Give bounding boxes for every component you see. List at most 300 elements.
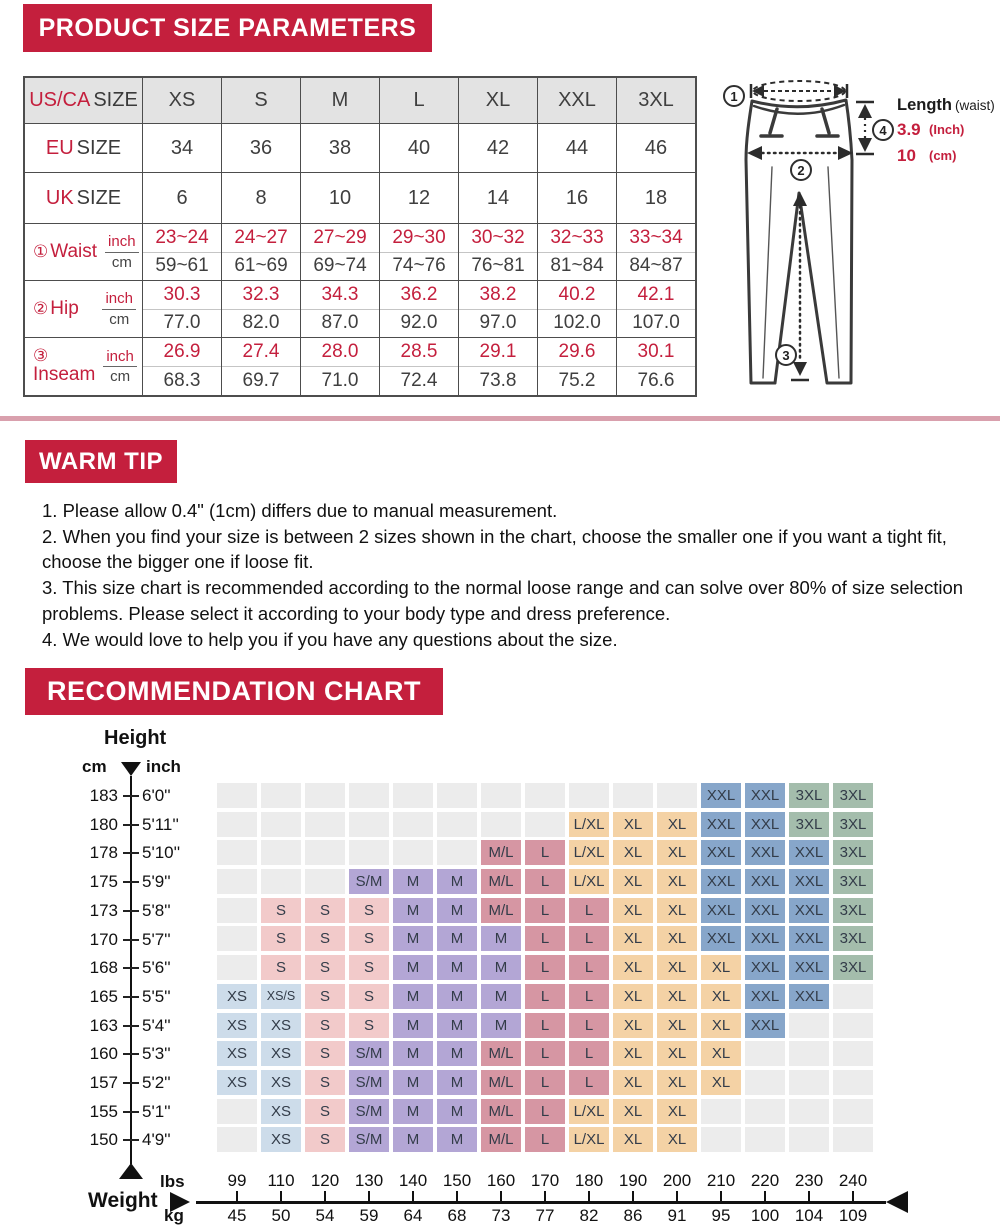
rec-grid-cell-S: S bbox=[261, 898, 301, 923]
rec-grid-cell-XL: XL bbox=[657, 955, 697, 980]
rec-grid-cell-S-M: S/M bbox=[349, 869, 389, 894]
eu-size-label: EU SIZE bbox=[45, 136, 122, 159]
cm-value: 76.6 bbox=[637, 370, 675, 391]
rec-grid-cell-XS: XS bbox=[261, 1099, 301, 1124]
rec-grid-cell-3XL: 3XL bbox=[833, 955, 873, 980]
cm-value: 69.7 bbox=[242, 370, 280, 391]
size-column-header: XXL bbox=[537, 78, 616, 123]
height-inch-tick-label: 5'11'' bbox=[142, 814, 179, 834]
inch-value: 29.6 bbox=[538, 338, 616, 367]
rec-grid-cell-XL: XL bbox=[657, 869, 697, 894]
weight-lbs-tick-label: 150 bbox=[442, 1171, 472, 1190]
rec-grid-cell-empty bbox=[745, 1099, 785, 1124]
weight-tick-mark bbox=[280, 1191, 282, 1201]
rec-grid-cell-empty bbox=[217, 898, 257, 923]
height-tick-mark bbox=[123, 1025, 139, 1027]
height-cm-tick-label: 150 bbox=[89, 1130, 118, 1150]
height-cm-tick-label: 155 bbox=[89, 1101, 118, 1121]
rec-grid-cell-L: L bbox=[525, 1041, 565, 1066]
weight-lbs-tick-label: 180 bbox=[574, 1171, 604, 1190]
size-column-header: XS bbox=[142, 78, 221, 123]
cm-value: 87.0 bbox=[321, 312, 359, 334]
height-inch-tick-label: 5'2'' bbox=[142, 1073, 171, 1092]
rec-grid-cell-empty bbox=[833, 1099, 873, 1124]
height-tick-mark bbox=[123, 1139, 139, 1141]
rec-grid-cell-empty bbox=[217, 926, 257, 951]
rec-grid-cell-XXL: XXL bbox=[789, 984, 829, 1009]
rec-grid-cell-XS: XS bbox=[217, 984, 257, 1009]
height-cm-tick-label: 183 bbox=[89, 786, 118, 805]
rec-grid-cell-S: S bbox=[305, 984, 345, 1009]
rec-grid-cell-S: S bbox=[305, 955, 345, 980]
rec-grid-cell-XXL: XXL bbox=[701, 898, 741, 923]
rec-grid-cell-S-M: S/M bbox=[349, 1127, 389, 1152]
cm-value: 74~76 bbox=[392, 255, 446, 277]
rec-grid-cell-L: L bbox=[525, 984, 565, 1009]
rec-grid-cell-XL: XL bbox=[613, 1099, 653, 1124]
rec-grid-cell-XL: XL bbox=[613, 1127, 653, 1152]
rec-grid-cell-L: L bbox=[569, 955, 609, 980]
warm-tip-item: 1. Please allow 0.4" (1cm) differs due to manual measurement. bbox=[42, 500, 558, 521]
rec-grid-cell-XL: XL bbox=[657, 1127, 697, 1152]
weight-lbs-tick-label: 130 bbox=[354, 1171, 384, 1190]
rec-grid-cell-S-M: S/M bbox=[349, 1041, 389, 1066]
rec-grid-cell-empty bbox=[217, 1099, 257, 1124]
size-column-header: 3XL bbox=[616, 78, 695, 123]
marker-3: 3 bbox=[782, 348, 790, 363]
rec-grid-cell-L: L bbox=[569, 1041, 609, 1066]
rec-grid-cell-M: M bbox=[393, 1127, 433, 1152]
weight-lbs-tick-label: 240 bbox=[838, 1171, 868, 1190]
rec-grid-cell-S: S bbox=[349, 898, 389, 923]
rec-grid-cell-XXL: XXL bbox=[701, 840, 741, 865]
uk-size-value: 6 bbox=[142, 173, 221, 223]
weight-lbs-tick-label: 200 bbox=[662, 1171, 692, 1190]
rec-grid-cell-empty bbox=[481, 812, 521, 837]
rec-grid-cell-S: S bbox=[349, 955, 389, 980]
rec-grid-cell-S-M: S/M bbox=[349, 1070, 389, 1095]
weight-tick-mark bbox=[500, 1191, 502, 1201]
rec-grid-cell-empty bbox=[305, 840, 345, 865]
weight-tick-mark bbox=[412, 1191, 414, 1201]
weight-kg-tick-label: 100 bbox=[750, 1206, 780, 1225]
rec-grid-cell-empty bbox=[789, 1013, 829, 1038]
weight-lbs-tick-label: 220 bbox=[750, 1171, 780, 1190]
right-leg-crease bbox=[828, 167, 839, 378]
weight-lbs-tick-label: 99 bbox=[227, 1171, 247, 1190]
uk-size-label: UK SIZE bbox=[45, 186, 122, 209]
rec-grid-cell-empty bbox=[437, 812, 477, 837]
rec-grid-cell-3XL: 3XL bbox=[833, 812, 873, 837]
rec-grid-cell-L: L bbox=[525, 1127, 565, 1152]
rec-grid-cell-XXL: XXL bbox=[745, 869, 785, 894]
inch-value: 28.5 bbox=[380, 338, 458, 367]
rec-grid-cell-M-L: M/L bbox=[481, 869, 521, 894]
rec-grid-cell-XXL: XXL bbox=[701, 926, 741, 951]
section-title-recommendation-chart: RECOMMENDATION CHART bbox=[25, 668, 443, 715]
rec-grid-cell-M: M bbox=[481, 955, 521, 980]
weight-lbs-tick-label: 160 bbox=[486, 1171, 516, 1190]
left-leg-crease bbox=[763, 167, 772, 378]
cm-value: 71.0 bbox=[321, 370, 359, 391]
rec-grid-cell-M: M bbox=[393, 1099, 433, 1124]
height-tick-mark bbox=[123, 939, 139, 941]
size-table-corner: US/CA SIZE bbox=[25, 78, 142, 123]
rec-grid-cell-XS: XS bbox=[261, 1127, 301, 1152]
rec-grid-cell-M: M bbox=[393, 1013, 433, 1038]
rec-grid-cell-3XL: 3XL bbox=[833, 926, 873, 951]
inch-value: 33~34 bbox=[617, 224, 695, 253]
rec-grid-cell-empty bbox=[701, 1099, 741, 1124]
height-tick-mark bbox=[123, 1111, 139, 1113]
rec-grid-cell-empty bbox=[217, 783, 257, 808]
rec-grid-cell-S: S bbox=[349, 1013, 389, 1038]
recommendation-grid bbox=[217, 783, 873, 1152]
rec-grid-cell-S: S bbox=[349, 926, 389, 951]
cm-value: 68.3 bbox=[163, 370, 201, 391]
rec-grid-cell-XS-S: XS/S bbox=[261, 984, 301, 1009]
height-tick-mark bbox=[123, 1053, 139, 1055]
length-paren: (waist) bbox=[955, 98, 995, 113]
rec-grid-cell-empty bbox=[305, 812, 345, 837]
weight-tick-mark bbox=[808, 1191, 810, 1201]
eu-size-value: 38 bbox=[300, 124, 379, 172]
weight-axis-title: Weight bbox=[88, 1189, 158, 1212]
rec-grid-cell-M: M bbox=[393, 955, 433, 980]
rec-grid-cell-L: L bbox=[569, 898, 609, 923]
height-cm-tick-label: 180 bbox=[89, 814, 118, 834]
rec-grid-cell-M: M bbox=[437, 984, 477, 1009]
rec-grid-cell-empty bbox=[833, 1013, 873, 1038]
rec-grid-cell-XL: XL bbox=[657, 926, 697, 951]
inch-value: 23~24 bbox=[143, 224, 221, 253]
rec-grid-cell-XL: XL bbox=[613, 869, 653, 894]
marker-4: 4 bbox=[879, 123, 887, 138]
rec-grid-cell-M: M bbox=[437, 1070, 477, 1095]
rec-grid-cell-empty bbox=[789, 1041, 829, 1066]
rec-grid-cell-M: M bbox=[437, 1013, 477, 1038]
rec-grid-cell-empty bbox=[701, 1127, 741, 1152]
rec-grid-cell-L-XL: L/XL bbox=[569, 1099, 609, 1124]
weight-kg-tick-label: 82 bbox=[579, 1206, 599, 1225]
rec-grid-cell-L-XL: L/XL bbox=[569, 812, 609, 837]
height-inch-tick-label: 5'8'' bbox=[142, 900, 171, 920]
inch-value: 38.2 bbox=[459, 281, 537, 310]
measure-row-label: ③ Inseam $\frac{\text{inch}}{cm}$ bbox=[25, 338, 142, 395]
height-inch-tick-label: 6'0'' bbox=[142, 786, 171, 805]
rec-grid-cell-XS: XS bbox=[261, 1070, 301, 1095]
weight-kg-tick-label: 45 bbox=[227, 1206, 247, 1225]
rec-grid-cell-L: L bbox=[525, 1099, 565, 1124]
inch-value: 32.3 bbox=[222, 281, 300, 310]
weight-kg-tick-label: 73 bbox=[491, 1206, 511, 1225]
height-cm-tick-label: 157 bbox=[89, 1073, 118, 1092]
rec-grid-cell-XL: XL bbox=[613, 984, 653, 1009]
height-cm-unit-label: cm bbox=[82, 757, 107, 776]
rec-grid-cell-3XL: 3XL bbox=[789, 812, 829, 837]
weight-lbs-tick-label: 190 bbox=[618, 1171, 648, 1190]
cm-value: 73.8 bbox=[479, 370, 517, 391]
weight-lbs-tick-label: 210 bbox=[706, 1171, 736, 1190]
height-inch-tick-label: 5'6'' bbox=[142, 958, 171, 978]
warm-tip-item: 2. When you find your size is between 2 sizes shown in the chart, choose the smaller one if you want a tight fit, choose the bigger one if loose fit. bbox=[42, 525, 947, 573]
eu-size-value: 34 bbox=[142, 124, 221, 172]
uk-size-value: 14 bbox=[458, 173, 537, 223]
inch-value: 30.1 bbox=[617, 338, 695, 367]
rec-grid-cell-M: M bbox=[437, 955, 477, 980]
rec-grid-cell-L: L bbox=[569, 984, 609, 1009]
cm-value: 97.0 bbox=[479, 312, 517, 334]
weight-tick-mark bbox=[852, 1191, 854, 1201]
cm-value: 84~87 bbox=[629, 255, 683, 277]
rec-grid-cell-XS: XS bbox=[261, 1041, 301, 1066]
height-tick-mark bbox=[123, 852, 139, 854]
rec-grid-cell-M-L: M/L bbox=[481, 1070, 521, 1095]
height-tick-mark bbox=[123, 910, 139, 912]
height-inch-unit-label: inch bbox=[146, 757, 181, 776]
rec-grid-cell-empty bbox=[481, 783, 521, 808]
weight-tick-mark bbox=[632, 1191, 634, 1201]
uk-size-value: 12 bbox=[379, 173, 458, 223]
rec-grid-cell-XXL: XXL bbox=[745, 955, 785, 980]
rec-grid-cell-empty bbox=[393, 783, 433, 808]
cm-value: 69~74 bbox=[313, 255, 367, 277]
weight-lbs-tick-label: 140 bbox=[398, 1171, 428, 1190]
height-inch-tick-label: 5'5'' bbox=[142, 986, 171, 1006]
eu-size-value: 42 bbox=[458, 124, 537, 172]
rec-grid-cell-L-XL: L/XL bbox=[569, 869, 609, 894]
rec-grid-cell-M: M bbox=[393, 898, 433, 923]
rec-grid-cell-empty bbox=[393, 840, 433, 865]
height-axis-line bbox=[130, 776, 132, 1164]
rec-grid-cell-XXL: XXL bbox=[745, 1013, 785, 1038]
rec-grid-cell-M: M bbox=[393, 1070, 433, 1095]
rec-grid-cell-empty bbox=[349, 812, 389, 837]
rec-grid-cell-XL: XL bbox=[701, 1013, 741, 1038]
rec-grid-cell-empty bbox=[261, 840, 301, 865]
cm-value: 61~69 bbox=[234, 255, 288, 277]
length-cm-value: 10 bbox=[897, 146, 916, 165]
uk-size-value: 18 bbox=[616, 173, 695, 223]
rec-grid-cell-empty bbox=[261, 812, 301, 837]
rec-grid-cell-empty bbox=[745, 1041, 785, 1066]
section-title-product-size-parameters: PRODUCT SIZE PARAMETERS bbox=[23, 4, 432, 52]
weight-kg-tick-label: 54 bbox=[315, 1206, 335, 1225]
rec-grid-cell-L: L bbox=[525, 955, 565, 980]
weight-kg-tick-label: 68 bbox=[447, 1206, 467, 1225]
rec-grid-cell-XXL: XXL bbox=[745, 840, 785, 865]
rec-grid-cell-XL: XL bbox=[613, 1013, 653, 1038]
height-cm-tick-label: 160 bbox=[89, 1044, 118, 1064]
rec-grid-cell-3XL: 3XL bbox=[789, 783, 829, 808]
rec-grid-cell-M: M bbox=[437, 1127, 477, 1152]
rec-grid-cell-empty bbox=[525, 812, 565, 837]
inch-value: 34.3 bbox=[301, 281, 379, 310]
height-tick-mark bbox=[123, 967, 139, 969]
rec-grid-cell-empty bbox=[789, 1070, 829, 1095]
inch-value: 29~30 bbox=[380, 224, 458, 253]
uk-size-value: 16 bbox=[537, 173, 616, 223]
rec-grid-cell-3XL: 3XL bbox=[833, 840, 873, 865]
arrowheads bbox=[747, 85, 872, 376]
rec-grid-cell-XXL: XXL bbox=[789, 869, 829, 894]
weight-axis-line bbox=[196, 1201, 886, 1204]
rec-grid-cell-XXL: XXL bbox=[789, 840, 829, 865]
inch-value: 27~29 bbox=[301, 224, 379, 253]
rec-grid-cell-XL: XL bbox=[657, 812, 697, 837]
rec-grid-cell-L: L bbox=[525, 926, 565, 951]
weight-tick-mark bbox=[676, 1191, 678, 1201]
cm-value: 92.0 bbox=[400, 312, 438, 334]
rec-grid-cell-M-L: M/L bbox=[481, 840, 521, 865]
eu-size-value: 40 bbox=[379, 124, 458, 172]
rec-grid-cell-empty bbox=[525, 783, 565, 808]
rec-grid-cell-M: M bbox=[393, 1041, 433, 1066]
rec-grid-cell-empty bbox=[833, 1070, 873, 1095]
weight-kg-tick-label: 86 bbox=[623, 1206, 643, 1225]
inch-value: 32~33 bbox=[538, 224, 616, 253]
height-axis-down-arrow-icon bbox=[121, 762, 141, 776]
rec-grid-cell-XS: XS bbox=[217, 1070, 257, 1095]
height-inch-tick-label: 5'4'' bbox=[142, 1015, 171, 1035]
rec-grid-cell-XL: XL bbox=[657, 1013, 697, 1038]
weight-axis-left-arrow-icon bbox=[886, 1191, 908, 1213]
length-cm-unit: (cm) bbox=[929, 148, 957, 163]
rec-grid-cell-XXL: XXL bbox=[745, 898, 785, 923]
rec-grid-cell-XL: XL bbox=[613, 1070, 653, 1095]
rec-grid-cell-XXL: XXL bbox=[789, 955, 829, 980]
cm-value: 102.0 bbox=[553, 312, 601, 334]
weight-tick-mark bbox=[588, 1191, 590, 1201]
inch-value: 30~32 bbox=[459, 224, 537, 253]
rec-grid-cell-M-L: M/L bbox=[481, 1127, 521, 1152]
rec-grid-cell-M: M bbox=[481, 1013, 521, 1038]
inch-value: 30.3 bbox=[143, 281, 221, 310]
rec-grid-cell-S: S bbox=[305, 1041, 345, 1066]
height-tick-mark bbox=[123, 996, 139, 998]
rec-grid-cell-XL: XL bbox=[701, 1070, 741, 1095]
height-inch-tick-label: 5'7'' bbox=[142, 929, 171, 949]
rec-grid-cell-S: S bbox=[261, 955, 301, 980]
inch-value: 24~27 bbox=[222, 224, 300, 253]
weight-tick-mark bbox=[236, 1191, 238, 1201]
weight-kg-tick-label: 77 bbox=[535, 1206, 555, 1225]
height-tick-mark bbox=[123, 1082, 139, 1084]
section-title-warm-tip: WARM TIP bbox=[25, 440, 177, 483]
rec-grid-cell-M-L: M/L bbox=[481, 1041, 521, 1066]
height-inch-tick-label: 5'9'' bbox=[142, 872, 171, 892]
height-cm-tick-label: 170 bbox=[89, 929, 118, 949]
weight-tick-mark bbox=[456, 1191, 458, 1201]
rec-grid-cell-M: M bbox=[481, 926, 521, 951]
rec-grid-cell-empty bbox=[217, 812, 257, 837]
weight-tick-mark bbox=[720, 1191, 722, 1201]
rec-grid-cell-M: M bbox=[393, 926, 433, 951]
length-labels bbox=[897, 96, 995, 165]
rec-grid-cell-XL: XL bbox=[657, 1099, 697, 1124]
rec-grid-cell-XS: XS bbox=[261, 1013, 301, 1038]
rec-grid-cell-XL: XL bbox=[613, 898, 653, 923]
rec-grid-cell-XL: XL bbox=[657, 1041, 697, 1066]
size-column-header: M bbox=[300, 78, 379, 123]
rec-grid-cell-M: M bbox=[393, 984, 433, 1009]
uk-size-value: 10 bbox=[300, 173, 379, 223]
rec-grid-cell-3XL: 3XL bbox=[833, 783, 873, 808]
rec-grid-cell-XL: XL bbox=[701, 1041, 741, 1066]
rec-grid-cell-empty bbox=[217, 1127, 257, 1152]
inch-value: 28.0 bbox=[301, 338, 379, 367]
rec-grid-cell-L: L bbox=[569, 1013, 609, 1038]
marker-2: 2 bbox=[797, 163, 805, 178]
rec-grid-cell-empty bbox=[217, 955, 257, 980]
rec-grid-cell-empty bbox=[305, 783, 345, 808]
cm-value: 107.0 bbox=[632, 312, 680, 334]
weight-kg-tick-label: 109 bbox=[838, 1206, 868, 1225]
weight-lbs-tick-label: 230 bbox=[794, 1171, 824, 1190]
warm-tip-item: 4. We would love to help you if you have any questions about the size. bbox=[42, 628, 618, 650]
rec-grid-cell-L: L bbox=[525, 869, 565, 894]
eu-size-value: 46 bbox=[616, 124, 695, 172]
rec-grid-cell-S: S bbox=[305, 926, 345, 951]
warm-tip-item: 3. This size chart is recommended according to the normal loose range and can solve over 80% of size selection problems. Please select it according to your body type and dress preference. bbox=[42, 577, 964, 624]
eu-size-value: 44 bbox=[537, 124, 616, 172]
rec-grid-cell-L: L bbox=[569, 1070, 609, 1095]
rec-grid-cell-XXL: XXL bbox=[745, 984, 785, 1009]
weight-kg-tick-label: 104 bbox=[794, 1206, 824, 1225]
rec-grid-cell-empty bbox=[613, 783, 653, 808]
height-inch-tick-label: 5'1'' bbox=[142, 1101, 171, 1121]
rec-grid-cell-M: M bbox=[437, 1041, 477, 1066]
rec-grid-cell-L-XL: L/XL bbox=[569, 1127, 609, 1152]
rec-grid-cell-L: L bbox=[569, 926, 609, 951]
rec-grid-cell-XL: XL bbox=[701, 984, 741, 1009]
size-column-header: S bbox=[221, 78, 300, 123]
height-tick-mark bbox=[123, 881, 139, 883]
weight-lbs-tick-label: 170 bbox=[530, 1171, 560, 1190]
rec-grid-cell-XXL: XXL bbox=[745, 783, 785, 808]
weight-tick-mark bbox=[368, 1191, 370, 1201]
rec-grid-cell-S: S bbox=[349, 984, 389, 1009]
rec-grid-cell-XXL: XXL bbox=[789, 898, 829, 923]
rec-grid-cell-empty bbox=[833, 984, 873, 1009]
rec-grid-cell-XXL: XXL bbox=[745, 812, 785, 837]
weight-kg-tick-label: 64 bbox=[403, 1206, 423, 1225]
rec-grid-cell-empty bbox=[833, 1041, 873, 1066]
rec-grid-cell-S: S bbox=[261, 926, 301, 951]
rec-grid-cell-S: S bbox=[305, 1070, 345, 1095]
weight-tick-mark bbox=[544, 1191, 546, 1201]
rec-grid-cell-empty bbox=[437, 783, 477, 808]
rec-grid-cell-empty bbox=[745, 1070, 785, 1095]
height-cm-tick-label: 173 bbox=[89, 900, 118, 920]
rec-grid-cell-XL: XL bbox=[613, 955, 653, 980]
rec-grid-cell-L-XL: L/XL bbox=[569, 840, 609, 865]
rec-grid-cell-empty bbox=[657, 783, 697, 808]
rec-grid-cell-empty bbox=[789, 1099, 829, 1124]
marker-1: 1 bbox=[730, 89, 738, 104]
rec-grid-cell-XS: XS bbox=[217, 1013, 257, 1038]
height-cm-tick-label: 178 bbox=[89, 843, 118, 863]
height-cm-tick-label: 175 bbox=[89, 872, 118, 892]
inch-value: 36.2 bbox=[380, 281, 458, 310]
rec-grid-cell-XL: XL bbox=[657, 840, 697, 865]
weight-tick-mark bbox=[324, 1191, 326, 1201]
rec-grid-cell-empty bbox=[217, 840, 257, 865]
rec-grid-cell-empty bbox=[833, 1127, 873, 1152]
height-tick-mark bbox=[123, 824, 139, 826]
weight-tick-mark bbox=[764, 1191, 766, 1201]
rec-grid-cell-S: S bbox=[305, 1127, 345, 1152]
